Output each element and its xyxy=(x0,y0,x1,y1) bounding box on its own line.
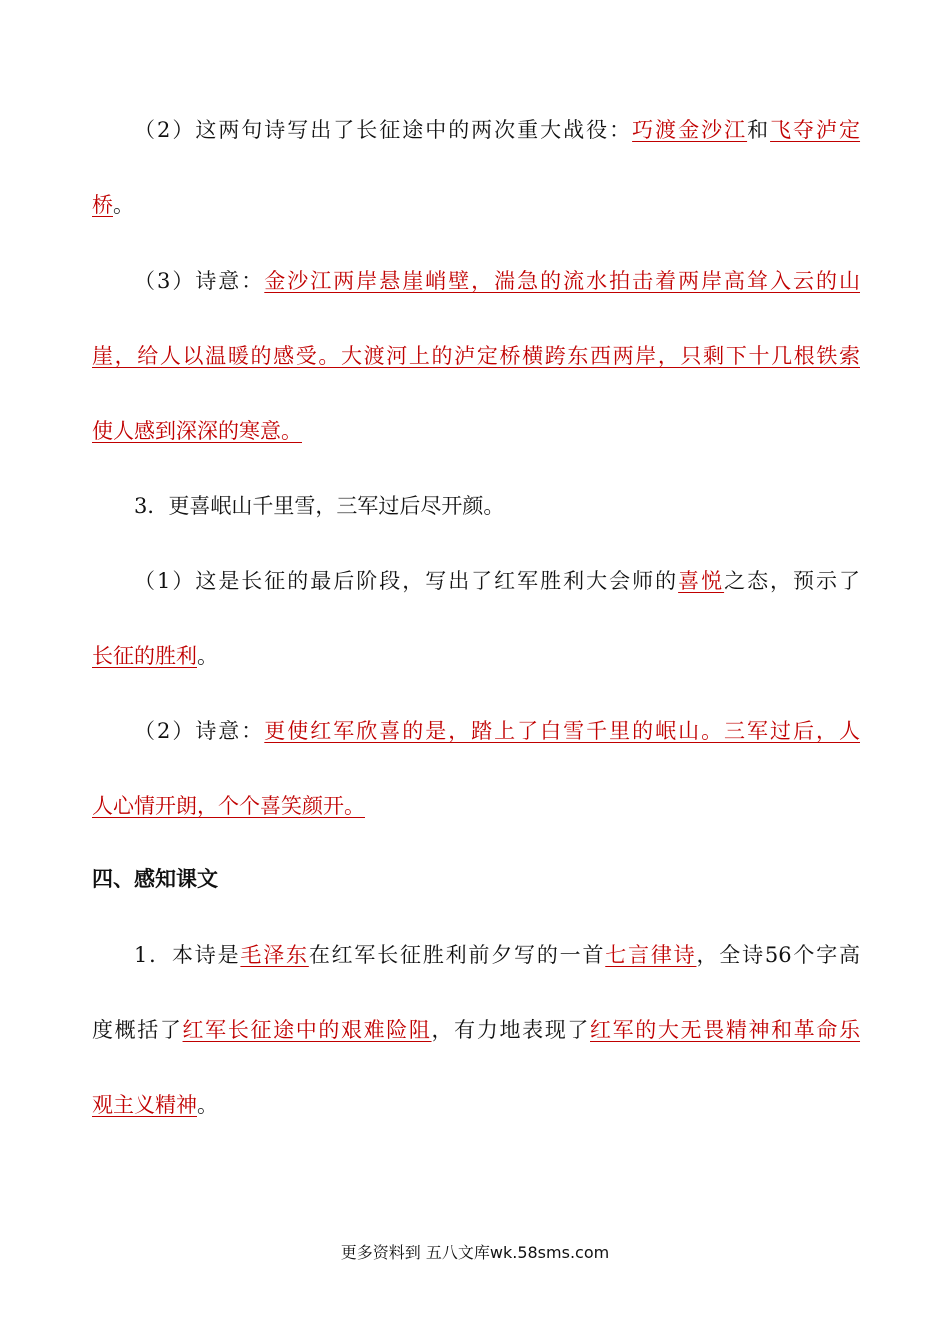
paragraph-line xyxy=(92,341,860,371)
paragraph-line xyxy=(92,566,860,596)
answer-text: 桥 xyxy=(92,193,113,217)
paragraph-line xyxy=(92,716,860,746)
page-footer: 更多资料到 五八文库wk.58sms.com xyxy=(340,1243,610,1262)
question-text: 度概括了 xyxy=(92,1018,183,1042)
paragraph-line xyxy=(92,190,860,220)
answer-text: 七言律诗 xyxy=(605,943,697,967)
paragraph-line xyxy=(92,1090,860,1120)
paragraph-line xyxy=(92,266,860,296)
answer-text: 喜悦 xyxy=(678,569,725,593)
answer-text: 红军的大无畏精神和革命乐 xyxy=(590,1018,861,1042)
answer-text: 飞夺泸定 xyxy=(770,118,861,142)
question-text: 。 xyxy=(113,193,134,217)
question-text: （3）诗意： xyxy=(134,269,265,293)
question-text: 和 xyxy=(747,118,771,142)
question-text: 。 xyxy=(197,644,218,668)
question-text: 1．本诗是 xyxy=(134,943,241,967)
section-heading: 四、感知课文 xyxy=(92,867,218,891)
answer-text: 巧渡金沙江 xyxy=(632,118,748,142)
question-text: （2）这两句诗写出了长征途中的两次重大战役： xyxy=(134,118,633,142)
question-text: （2）诗意： xyxy=(134,719,265,743)
answer-text: 更使红军欣喜的是，踏上了白雪千里的岷山。三军过后，人 xyxy=(264,719,860,743)
poem-text: 3．更喜岷山千里雪，三军过后尽开颜。 xyxy=(134,494,505,518)
question-text: 之态，预示了 xyxy=(724,569,861,593)
answer-text: 使人感到深深的寒意。 xyxy=(92,419,302,443)
poem-line xyxy=(92,491,860,521)
paragraph-line xyxy=(92,791,860,821)
paragraph-line xyxy=(92,1015,860,1045)
answer-text: 长征的胜利 xyxy=(92,644,197,668)
answer-text: 人心情开朗，个个喜笑颜开。 xyxy=(92,794,365,818)
question-text: ，有力地表现了 xyxy=(431,1018,591,1042)
answer-text: 毛泽东 xyxy=(240,943,309,967)
paragraph-line xyxy=(92,416,860,446)
answer-text: 红军长征途中的艰难险阻 xyxy=(182,1018,432,1042)
answer-text: 金沙江两岸悬崖峭壁，湍急的流水拍击着两岸高耸入云的山 xyxy=(264,269,860,293)
paragraph-line xyxy=(92,115,860,145)
question-text: （1）这是长征的最后阶段，写出了红军胜利大会师的 xyxy=(134,569,679,593)
paragraph-line xyxy=(92,940,860,970)
paragraph-line xyxy=(92,641,860,671)
question-text: 。 xyxy=(197,1093,218,1117)
question-text: 在红军长征胜利前夕写的一首 xyxy=(308,943,606,967)
answer-text: 观主义精神 xyxy=(92,1093,197,1117)
question-text: ，全诗56个字高 xyxy=(696,943,861,967)
answer-text: 崖，给人以温暖的感受。大渡河上的泸定桥横跨东西两岸，只剩下十几根铁索 xyxy=(92,344,860,368)
